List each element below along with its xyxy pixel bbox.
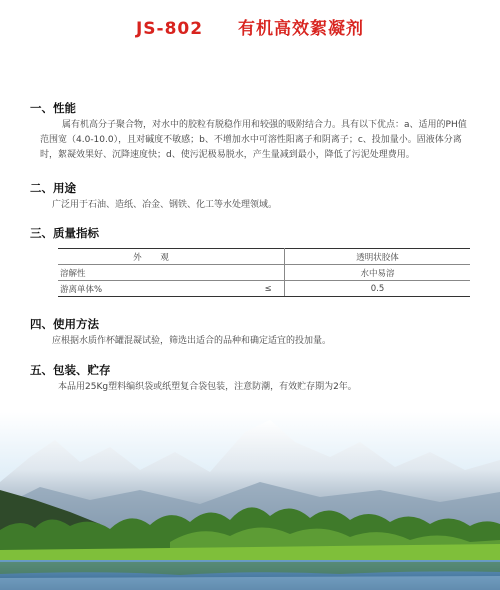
table-cell-value: 0.5 — [285, 281, 471, 297]
quality-table — [58, 248, 470, 297]
section-heading-usage: 二、用途 — [30, 181, 76, 195]
method-text: 应根据水质作杯罐混凝试验，筛选出适合的品种和确定适宜的投加量。 — [52, 336, 332, 346]
table-cell-item: 溶解性 — [58, 265, 252, 281]
product-code: JS-802 — [135, 19, 204, 39]
usage-text: 广泛用于石油、造纸、冶金、钢铁、化工等水处理领域。 — [52, 200, 278, 210]
table-row — [58, 265, 470, 281]
section-heading-performance: 一、性能 — [30, 101, 76, 115]
table-cell-value: 透明状胶体 — [285, 249, 471, 265]
lake-sky-reflection — [0, 576, 500, 590]
section-heading-quality: 三、质量指标 — [30, 226, 99, 240]
table-row — [58, 249, 470, 265]
product-name: 有机高效絮凝剂 — [238, 19, 365, 39]
landscape-image — [0, 412, 500, 590]
page-title — [0, 14, 500, 39]
section-heading-packing: 五、包装、贮存 — [30, 363, 111, 377]
table-cell-item: 外 观 — [58, 249, 252, 265]
performance-text: 属有机高分子聚合物，对水中的胶粒有脱稳作用和较强的吸附结合力。具有以下优点：a、适用的PH值范围宽（4.0-10.0），且对碱度不敏感；b、不增加水中可溶性阳离子和阴离子；c、投加量小。固液体分离时，絮凝效果好、沉降速度快；d、使污泥极易脱水，产生量减到最小，降低了污泥处理费用。 — [40, 120, 467, 160]
section-heading-method: 四、使用方法 — [30, 317, 99, 331]
table-cell-op — [252, 265, 285, 281]
table-cell-op: ≤ — [252, 281, 285, 297]
table-cell-op — [252, 249, 285, 265]
packing-text: 本品用25Kg塑料编织袋或纸塑复合袋包装，注意防潮，有效贮存期为2年。 — [58, 382, 357, 392]
table-cell-item: 游离单体% — [58, 281, 252, 297]
table-cell-value: 水中易溶 — [285, 265, 471, 281]
table-row — [58, 281, 470, 297]
